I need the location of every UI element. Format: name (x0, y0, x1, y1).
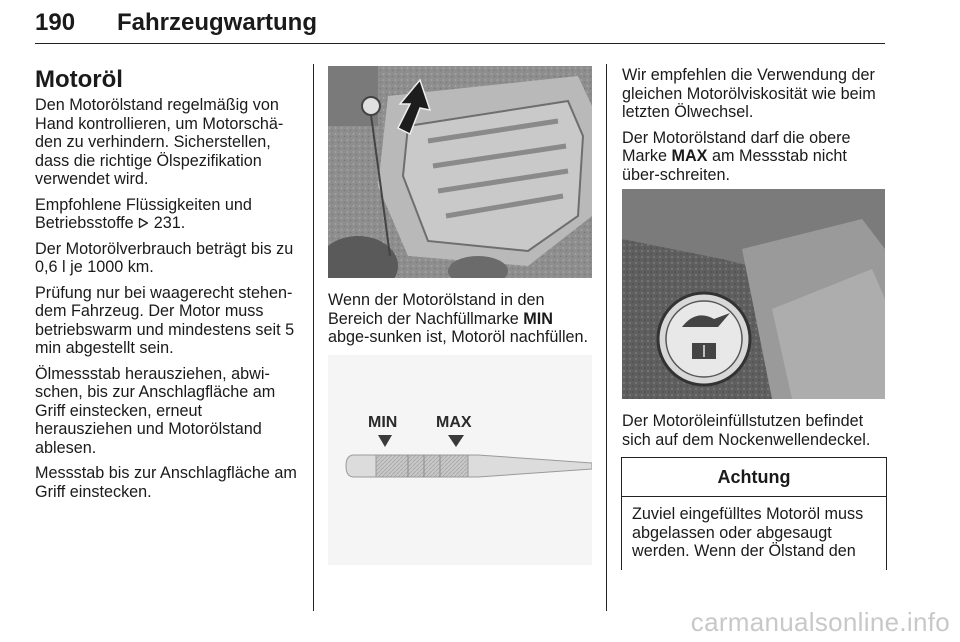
caption-min (328, 291, 596, 354)
max-label: MAX (436, 414, 472, 431)
oil-filler-cap-photo (622, 189, 885, 399)
page-header (35, 6, 885, 44)
fluids-text: Empfohlene Flüssigkeiten und Betriebsstoffe (35, 195, 252, 232)
max-mark-label: MAX (671, 147, 708, 165)
paragraph-dipstick: Ölmessstab herausziehen, abwi-schen, bis zur Anschlagfläche am Griff einstecken, erneut herausziehen und Motorölstand ablesen. (35, 364, 276, 457)
warning-title: Achtung (622, 458, 886, 497)
header-rule (35, 43, 885, 44)
dipstick-illustration (328, 355, 592, 565)
caption-text: Wenn der Motorölstand in den Bereich der Nachfüllmarke (328, 291, 545, 328)
watermark: carmanualsonline.info (690, 607, 950, 637)
min-label: MIN (368, 414, 398, 431)
page-number: 190 (35, 9, 76, 36)
paragraph-filler: Der Motoröleinfüllstutzen befindet sich auf dem Nockenwellendeckel. (622, 412, 871, 449)
paragraph-viscosity: Wir empfehlen die Verwendung der gleichen Motorölviskosität wie beim letzten Ölwechsel. (622, 66, 876, 121)
caption-paragraph (328, 291, 596, 347)
min-mark-label: MIN (523, 309, 553, 328)
paragraph-fluids (35, 196, 303, 233)
page-reference-arrow-icon (138, 214, 149, 232)
max-text-end: am Messstab nicht über-schreiten. (622, 147, 847, 184)
paragraph-check: Prüfung nur bei waagerecht stehen-dem Fahrzeug. Der Motor muss betriebswarm und mindestens seit 5 min abgestellt sein. (35, 283, 295, 357)
column-divider-1 (313, 64, 314, 611)
page-title: Fahrzeugwartung (117, 9, 318, 36)
section-heading: Motoröl (35, 66, 123, 93)
max-text: Der Motorölstand darf die obere Marke (622, 128, 851, 165)
engine-dipstick-photo (328, 66, 592, 278)
paragraph-consumption: Der Motorölverbrauch beträgt bis zu 0,6 l je 1000 km. (35, 239, 294, 276)
column-3-bottom (622, 412, 888, 456)
paragraph-insert: Messstab bis zur Anschlagfläche am Griff einstecken. (35, 464, 297, 501)
max-marker-arrow-icon (448, 435, 464, 447)
paragraph-intro: Den Motorölstand regelmäßig von Hand kontrollieren, um Motorschä-den zu verhindern. Sicherstellen, dass die richtige Ölspezifikation verwendet wird. (35, 96, 284, 188)
column-3-top (622, 66, 888, 191)
paragraph-max (622, 129, 888, 185)
column-divider-2 (606, 64, 607, 611)
min-marker-arrow-icon (378, 435, 392, 447)
warning-text: Zuviel eingefülltes Motoröl muss abgelassen oder abgesaugt werden. Wenn der Ölstand den (632, 505, 864, 560)
page-reference-link[interactable]: 231. (153, 214, 186, 232)
warning-box (621, 457, 887, 570)
column-1 (35, 66, 303, 508)
caption-text-end: abge-sunken ist, Motoröl nachfüllen. (328, 328, 589, 346)
